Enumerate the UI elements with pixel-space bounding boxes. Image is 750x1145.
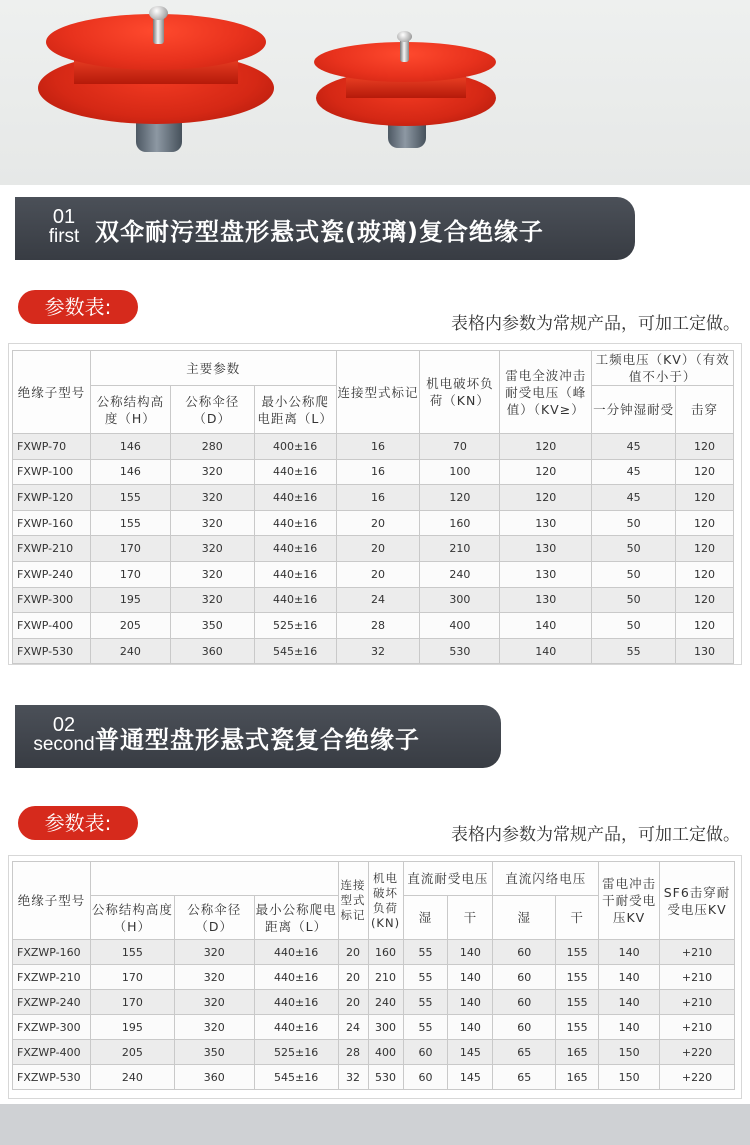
value-cell: 55 — [592, 638, 676, 664]
model-cell: FXZWP-530 — [13, 1065, 91, 1090]
value-cell: 440±16 — [254, 965, 338, 990]
value-cell: 140 — [448, 940, 493, 965]
value-cell: 155 — [556, 940, 599, 965]
value-cell: 140 — [599, 990, 660, 1015]
value-cell: 60 — [493, 990, 556, 1015]
table-row — [13, 990, 735, 1015]
header-lightning: 雷电冲击干耐受电压KV — [599, 862, 660, 940]
value-cell: 210 — [368, 965, 403, 990]
parameter-table-2 — [12, 861, 735, 1090]
value-cell: 146 — [90, 459, 170, 485]
value-cell: 165 — [556, 1065, 599, 1090]
header-wet: 一分钟湿耐受 — [592, 386, 676, 434]
value-cell: +210 — [660, 990, 735, 1015]
value-cell: 240 — [90, 638, 170, 664]
value-cell: 28 — [336, 613, 420, 639]
value-cell: 530 — [368, 1065, 403, 1090]
insulator-large-image — [36, 0, 276, 180]
value-cell: 50 — [592, 613, 676, 639]
value-cell: 60 — [403, 1065, 448, 1090]
value-cell: 50 — [592, 561, 676, 587]
value-cell: 50 — [592, 510, 676, 536]
product-photo — [0, 0, 750, 185]
value-cell: 140 — [599, 965, 660, 990]
custom-note: 表格内参数为常规产品，可加工定做。 — [451, 314, 740, 334]
value-cell: 160 — [420, 510, 500, 536]
value-cell: 60 — [403, 1040, 448, 1065]
value-cell: 150 — [599, 1040, 660, 1065]
value-cell: 155 — [556, 965, 599, 990]
table-row — [13, 965, 735, 990]
value-cell: 120 — [676, 459, 734, 485]
value-cell: 205 — [90, 613, 170, 639]
value-cell: 20 — [338, 965, 368, 990]
header-impulse: 雷电全波冲击耐受电压（峰值）（KV≥） — [500, 351, 592, 434]
value-cell: 155 — [556, 990, 599, 1015]
value-cell: 130 — [500, 510, 592, 536]
model-cell: FXZWP-210 — [13, 965, 91, 990]
value-cell: 300 — [368, 1015, 403, 1040]
value-cell: 120 — [500, 459, 592, 485]
table-row — [13, 587, 734, 613]
value-cell: 440±16 — [254, 1015, 338, 1040]
value-cell: 350 — [170, 613, 254, 639]
value-cell: 240 — [368, 990, 403, 1015]
value-cell: 195 — [90, 1015, 174, 1040]
section-2-title: 普通型盘形悬式瓷复合绝缘子 — [95, 726, 420, 754]
value-cell: 32 — [338, 1065, 368, 1090]
value-cell: 120 — [420, 485, 500, 511]
header-sf6: SF6击穿耐受电压KV — [660, 862, 735, 940]
header-dc-flashover: 直流闪络电压 — [493, 862, 599, 896]
value-cell: 140 — [448, 965, 493, 990]
value-cell: 400±16 — [254, 434, 336, 460]
value-cell: 50 — [592, 536, 676, 562]
value-cell: 160 — [368, 940, 403, 965]
value-cell: 120 — [676, 485, 734, 511]
value-cell: 120 — [500, 485, 592, 511]
value-cell: 205 — [90, 1040, 174, 1065]
value-cell: 440±16 — [254, 485, 336, 511]
value-cell: 400 — [420, 613, 500, 639]
section-2-banner — [15, 705, 501, 768]
value-cell: 170 — [90, 990, 174, 1015]
section-word: first — [48, 226, 80, 247]
value-cell: 440±16 — [254, 587, 336, 613]
value-cell: 545±16 — [254, 638, 336, 664]
model-cell: FXWP-530 — [13, 638, 91, 664]
value-cell: 155 — [556, 1015, 599, 1040]
value-cell: 525±16 — [254, 1040, 338, 1065]
model-cell: FXWP-400 — [13, 613, 91, 639]
value-cell: 195 — [90, 587, 170, 613]
value-cell: 16 — [336, 485, 420, 511]
value-cell: +210 — [660, 940, 735, 965]
value-cell: 155 — [90, 940, 174, 965]
value-cell: 120 — [676, 434, 734, 460]
value-cell: 20 — [338, 990, 368, 1015]
value-cell: 130 — [676, 638, 734, 664]
value-cell: 320 — [174, 990, 254, 1015]
value-cell: 320 — [174, 940, 254, 965]
value-cell: 440±16 — [254, 561, 336, 587]
table-row — [13, 1065, 735, 1090]
value-cell: 130 — [500, 561, 592, 587]
value-cell: 60 — [493, 1015, 556, 1040]
table-row — [13, 434, 734, 460]
header-dc-flashover-wet: 湿 — [493, 896, 556, 940]
value-cell: 45 — [592, 434, 676, 460]
value-cell: 120 — [676, 536, 734, 562]
header-load: 机电破坏负荷(KN) — [368, 862, 403, 940]
value-cell: 240 — [90, 1065, 174, 1090]
param-table-label: 参数表: — [18, 290, 138, 324]
value-cell: 320 — [170, 485, 254, 511]
value-cell: 140 — [599, 940, 660, 965]
header-height: 公称结构高度（H） — [90, 386, 170, 434]
header-model: 绝缘子型号 — [13, 351, 91, 434]
section-word: second — [33, 734, 95, 755]
value-cell: 320 — [170, 459, 254, 485]
value-cell: 240 — [420, 561, 500, 587]
value-cell: 55 — [403, 990, 448, 1015]
header-main-params: 主要参数 — [90, 351, 336, 386]
header-diameter: 公称伞径（D） — [174, 896, 254, 940]
model-cell: FXZWP-300 — [13, 1015, 91, 1040]
section-number: 01 — [52, 206, 76, 228]
model-cell: FXWP-300 — [13, 587, 91, 613]
table-row — [13, 638, 734, 664]
value-cell: 20 — [338, 940, 368, 965]
value-cell: 20 — [336, 561, 420, 587]
value-cell: 50 — [592, 587, 676, 613]
table-row — [13, 613, 734, 639]
header-creepage: 最小公称爬电距离（L） — [254, 386, 336, 434]
value-cell: 24 — [338, 1015, 368, 1040]
model-cell: FXZWP-240 — [13, 990, 91, 1015]
header-height: 公称结构高度（H） — [90, 896, 174, 940]
value-cell: 120 — [500, 434, 592, 460]
value-cell: 440±16 — [254, 940, 338, 965]
value-cell: +210 — [660, 1015, 735, 1040]
value-cell: 60 — [493, 940, 556, 965]
value-cell: 280 — [170, 434, 254, 460]
value-cell: +220 — [660, 1065, 735, 1090]
value-cell: 440±16 — [254, 990, 338, 1015]
value-cell: 16 — [336, 459, 420, 485]
value-cell: 130 — [500, 536, 592, 562]
value-cell: 55 — [403, 965, 448, 990]
value-cell: 20 — [336, 536, 420, 562]
value-cell: 170 — [90, 536, 170, 562]
value-cell: 360 — [170, 638, 254, 664]
value-cell: 146 — [90, 434, 170, 460]
header-creepage: 最小公称爬电距离（L） — [254, 896, 338, 940]
table-row — [13, 561, 734, 587]
value-cell: 320 — [174, 965, 254, 990]
value-cell: +220 — [660, 1040, 735, 1065]
value-cell: 140 — [500, 613, 592, 639]
value-cell: 140 — [448, 1015, 493, 1040]
value-cell: 155 — [90, 485, 170, 511]
value-cell: 140 — [599, 1015, 660, 1040]
value-cell: 155 — [90, 510, 170, 536]
value-cell: 210 — [420, 536, 500, 562]
value-cell: 55 — [403, 1015, 448, 1040]
value-cell: 170 — [90, 965, 174, 990]
value-cell: 20 — [336, 510, 420, 536]
value-cell: 320 — [170, 536, 254, 562]
value-cell: 140 — [500, 638, 592, 664]
model-cell: FXZWP-400 — [13, 1040, 91, 1065]
value-cell: 120 — [676, 613, 734, 639]
header-load: 机电破坏负荷（KN） — [420, 351, 500, 434]
value-cell: 440±16 — [254, 459, 336, 485]
header-dc-withstand-dry: 干 — [448, 896, 493, 940]
model-cell: FXWP-210 — [13, 536, 91, 562]
value-cell: 320 — [170, 587, 254, 613]
model-cell: FXWP-70 — [13, 434, 91, 460]
value-cell: 16 — [336, 434, 420, 460]
value-cell: 440±16 — [254, 510, 336, 536]
value-cell: 320 — [170, 510, 254, 536]
value-cell: 60 — [493, 965, 556, 990]
section-1-number — [29, 207, 99, 247]
table-row — [13, 1040, 735, 1065]
value-cell: 120 — [676, 561, 734, 587]
value-cell: 55 — [403, 940, 448, 965]
value-cell: 140 — [448, 990, 493, 1015]
header-diameter: 公称伞径（D） — [170, 386, 254, 434]
value-cell: 130 — [500, 587, 592, 613]
value-cell: 70 — [420, 434, 500, 460]
custom-note: 表格内参数为常规产品，可加工定做。 — [451, 825, 740, 845]
value-cell: 300 — [420, 587, 500, 613]
value-cell: 28 — [338, 1040, 368, 1065]
value-cell: 65 — [493, 1065, 556, 1090]
header-main-blank — [90, 862, 338, 896]
param-table-label: 参数表: — [18, 806, 138, 840]
value-cell: 320 — [174, 1015, 254, 1040]
bottom-strip — [0, 1104, 750, 1145]
value-cell: 360 — [174, 1065, 254, 1090]
insulator-small-image — [312, 30, 498, 160]
table-row — [13, 485, 734, 511]
value-cell: 145 — [448, 1065, 493, 1090]
table-row — [13, 536, 734, 562]
model-cell: FXZWP-160 — [13, 940, 91, 965]
model-cell: FXWP-120 — [13, 485, 91, 511]
value-cell: 165 — [556, 1040, 599, 1065]
header-connect: 连接型式标记 — [338, 862, 368, 940]
model-cell: FXWP-100 — [13, 459, 91, 485]
table-row — [13, 510, 734, 536]
value-cell: 45 — [592, 459, 676, 485]
table-row — [13, 459, 734, 485]
value-cell: 400 — [368, 1040, 403, 1065]
value-cell: 100 — [420, 459, 500, 485]
section-number: 02 — [52, 714, 76, 736]
value-cell: 120 — [676, 587, 734, 613]
value-cell: 24 — [336, 587, 420, 613]
header-power-freq: 工频电压（KV）（有效值不小于） — [592, 351, 734, 386]
value-cell: 440±16 — [254, 536, 336, 562]
value-cell: 170 — [90, 561, 170, 587]
value-cell: 320 — [170, 561, 254, 587]
value-cell: 350 — [174, 1040, 254, 1065]
header-dc-withstand: 直流耐受电压 — [403, 862, 493, 896]
value-cell: 545±16 — [254, 1065, 338, 1090]
value-cell: 530 — [420, 638, 500, 664]
value-cell: +210 — [660, 965, 735, 990]
table-row — [13, 1015, 735, 1040]
value-cell: 525±16 — [254, 613, 336, 639]
value-cell: 45 — [592, 485, 676, 511]
model-cell: FXWP-240 — [13, 561, 91, 587]
header-model: 绝缘子型号 — [13, 862, 91, 940]
section-1-banner — [15, 197, 635, 260]
header-dc-flashover-dry: 干 — [556, 896, 599, 940]
section-1-title: 双伞耐污型盘形悬式瓷(玻璃)复合绝缘子 — [95, 218, 544, 246]
value-cell: 150 — [599, 1065, 660, 1090]
value-cell: 32 — [336, 638, 420, 664]
value-cell: 145 — [448, 1040, 493, 1065]
value-cell: 120 — [676, 510, 734, 536]
header-connect: 连接型式标记 — [336, 351, 420, 434]
section-2-number — [29, 715, 99, 755]
parameter-table-1 — [12, 350, 734, 664]
header-puncture: 击穿 — [676, 386, 734, 434]
table-row — [13, 940, 735, 965]
value-cell: 65 — [493, 1040, 556, 1065]
model-cell: FXWP-160 — [13, 510, 91, 536]
header-dc-withstand-wet: 湿 — [403, 896, 448, 940]
